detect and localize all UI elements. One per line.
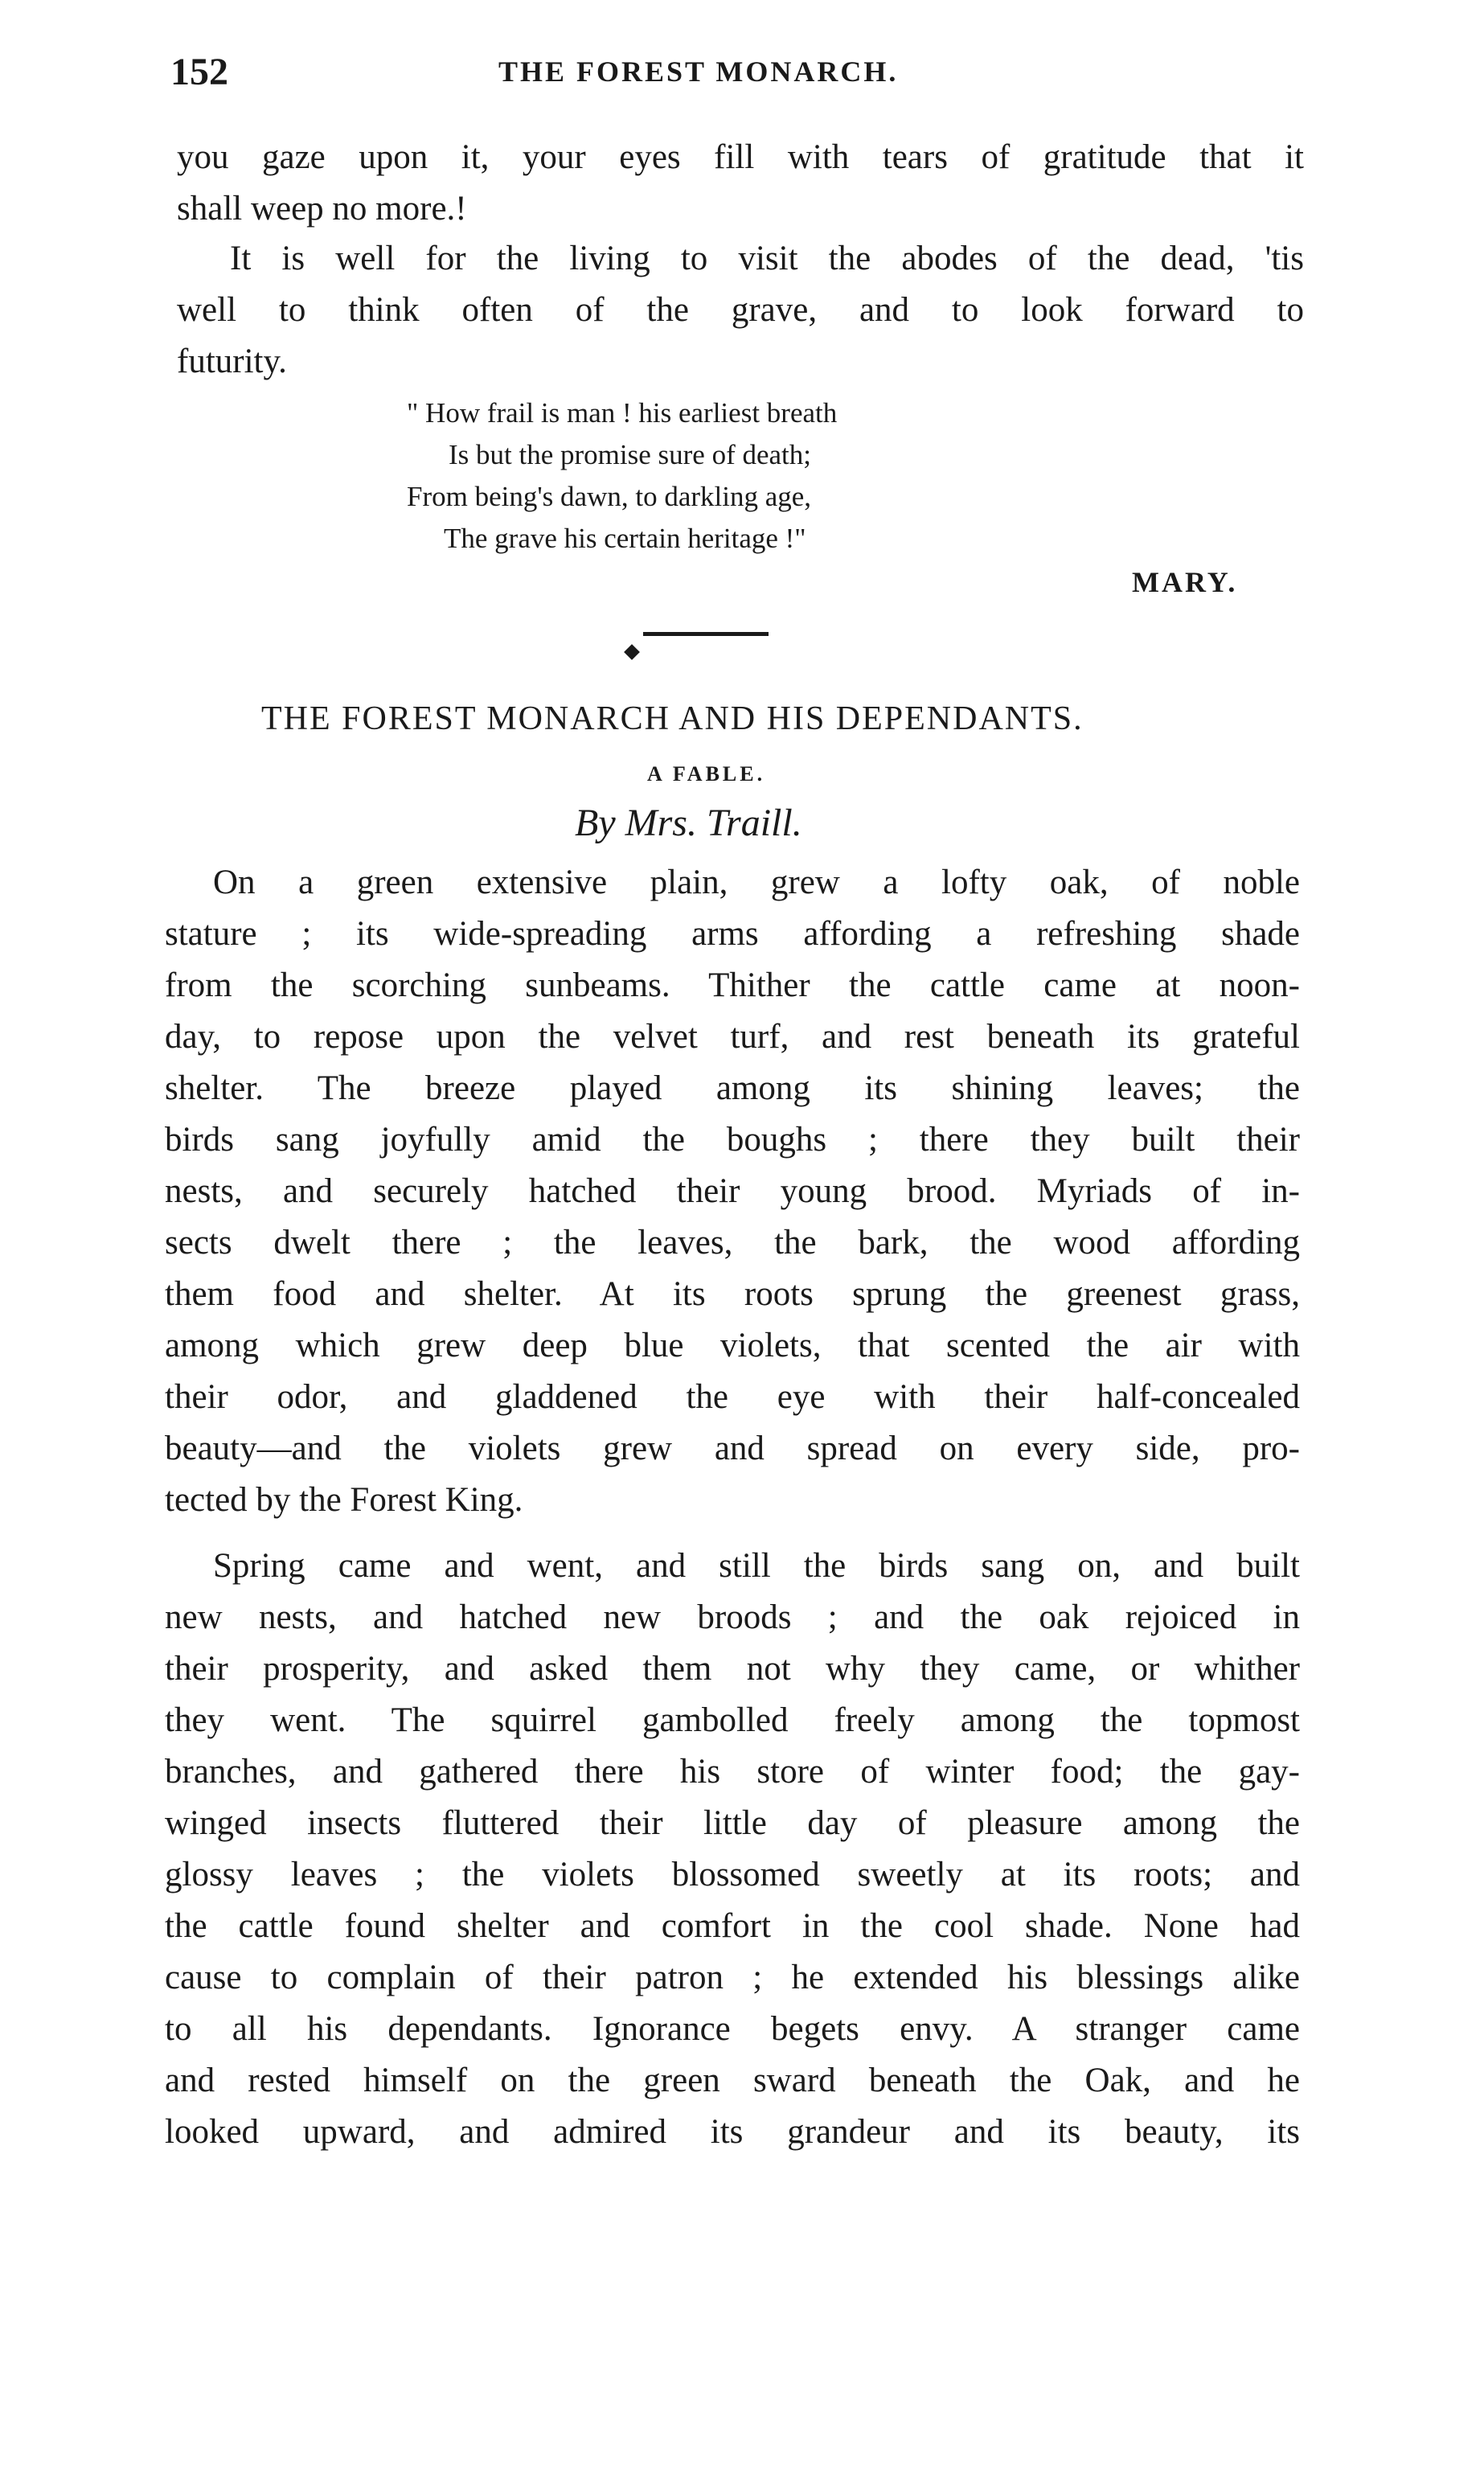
intro-paragraph-1 — [177, 132, 1304, 235]
article-byline: By Mrs. Traill. — [575, 802, 802, 844]
text-line: new nests, and hatched new broods ; and the oak rejoiced in — [165, 1598, 1300, 1636]
text-line: cause to complain of their patron ; he extended his blessings alike — [165, 1959, 1300, 1996]
poem-line: Is but the promise sure of death; — [449, 439, 812, 470]
text-line: their prosperity, and asked them not why they came, or whither — [165, 1650, 1300, 1688]
text-line: winged insects fluttered their little day of pleasure among the — [165, 1804, 1300, 1842]
text-line: to all his dependants. Ignorance begets envy. A stranger came — [165, 2010, 1300, 2048]
text-line: It is well for the living to visit the abodes of the dead, 'tis — [230, 240, 1304, 277]
poem-line: The grave his certain heritage !" — [444, 523, 806, 554]
text-line: birds sang joyfully amid the boughs ; there they built their — [165, 1121, 1300, 1159]
text-line: they went. The squirrel gambolled freely among the topmost — [165, 1701, 1300, 1739]
text-line: among which grew deep blue violets, that scented the air with — [165, 1327, 1300, 1364]
text-line: from the scorching sunbeams. Thither the cattle came at noon- — [165, 966, 1300, 1004]
text-line: glossy leaves ; the violets blossomed sweetly at its roots; and — [165, 1856, 1300, 1894]
article-subtitle: A FABLE. — [647, 762, 766, 786]
text-line: On a green extensive plain, grew a lofty oak, of noble — [213, 864, 1300, 901]
article-paragraph-1 — [165, 857, 1300, 1526]
text-line: their odor, and gladdened the eye with their half-concealed — [165, 1378, 1300, 1416]
text-line: futurity. — [177, 343, 287, 380]
text-line: them food and shelter. At its roots sprung the greenest grass, — [165, 1275, 1300, 1313]
text-line: sects dwelt there ; the leaves, the bark, the wood affording — [165, 1224, 1300, 1262]
text-line: looked upward, and admired its grandeur and its beauty, its — [165, 2113, 1300, 2151]
divider-ornament — [624, 644, 640, 660]
page-number: 152 — [170, 51, 228, 93]
text-line: and rested himself on the green sward beneath the Oak, and he — [165, 2062, 1300, 2099]
text-line: shelter. The breeze played among its shining leaves; the — [165, 1069, 1300, 1107]
text-line: Spring came and went, and still the birds sang on, and built — [213, 1547, 1300, 1585]
text-line: stature ; its wide-spreading arms affording a refreshing shade — [165, 915, 1300, 953]
intro-paragraph-2 — [177, 233, 1304, 388]
text-line: the cattle found shelter and comfort in the cool shade. None had — [165, 1907, 1300, 1945]
running-head: THE FOREST MONARCH. — [498, 55, 899, 88]
section-divider — [643, 632, 769, 636]
text-line: branches, and gathered there his store of winter food; the gay- — [165, 1753, 1300, 1791]
poem — [407, 392, 837, 560]
text-line: beauty—and the violets grew and spread on every side, pro- — [165, 1430, 1300, 1467]
text-line: tected by the Forest King. — [165, 1481, 523, 1519]
signature: MARY. — [1132, 566, 1238, 598]
poem-line: " How frail is man ! his earliest breath — [407, 397, 838, 429]
article-title: THE FOREST MONARCH AND HIS DEPENDANTS. — [261, 700, 1084, 737]
text-line: nests, and securely hatched their young brood. Myriads of in- — [165, 1172, 1300, 1210]
text-line: you gaze upon it, your eyes fill with tears of gratitude that it — [177, 138, 1304, 176]
text-line: day, to repose upon the velvet turf, and rest beneath its grateful — [165, 1018, 1300, 1056]
poem-line: From being's dawn, to darkling age, — [407, 481, 812, 512]
text-line: shall weep no more.! — [177, 190, 467, 228]
text-line: well to think often of the grave, and to look forward to — [177, 291, 1304, 329]
article-paragraph-2 — [165, 1541, 1300, 2158]
